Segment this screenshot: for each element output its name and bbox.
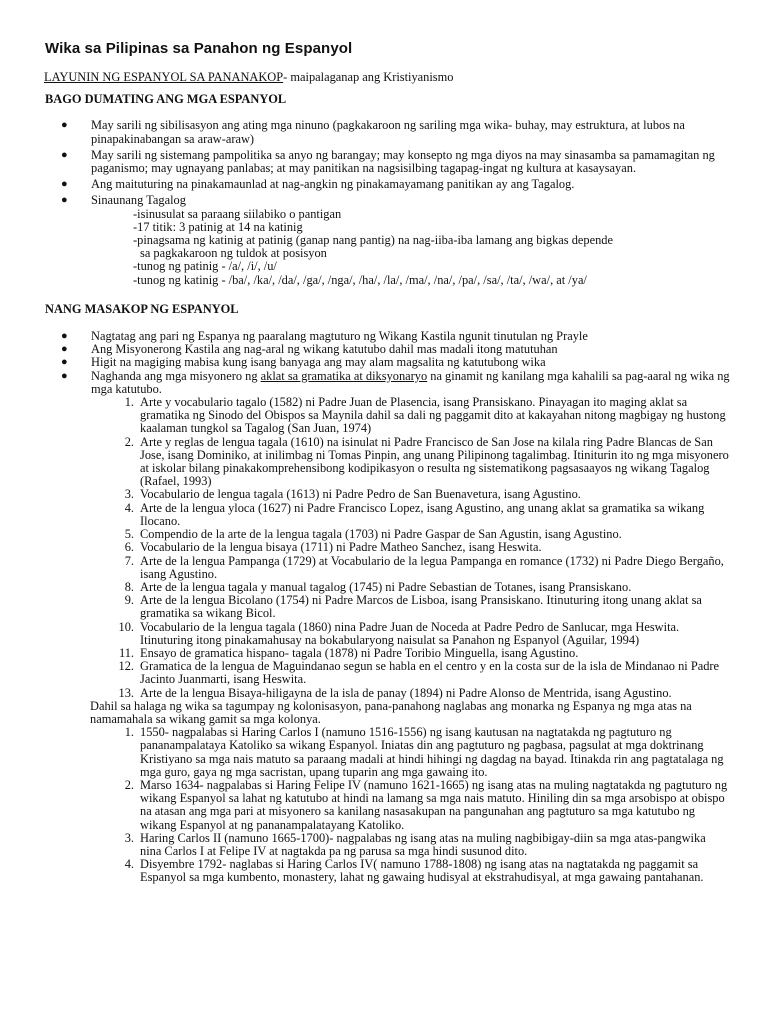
list-item xyxy=(40,621,730,647)
list-item: ● Higit na magiging mabisa kung isang banyaga ang may alam magsalita ng katutubong wika xyxy=(61,355,546,370)
document-page xyxy=(40,40,730,885)
decrees-list xyxy=(40,726,730,884)
list-item xyxy=(40,396,730,436)
bullet-icon: ● xyxy=(61,119,68,132)
bullet-icon: ● xyxy=(61,343,68,356)
bullet-icon: ● xyxy=(61,178,68,191)
item-number: 6. xyxy=(124,540,134,555)
item-number: 10. xyxy=(118,619,134,634)
item-number: 5. xyxy=(124,527,134,542)
item-text: Arte de la lengua tagala y manual tagalog (1745) ni Padre Sebastian de Totanes, isang Pransiskano. xyxy=(140,579,632,594)
sub-line: -pinagsama ng katinig at patinig (ganap nang pantig) na nag-iiba-iba lamang ang bigkas depende xyxy=(133,233,613,248)
item-number: 3. xyxy=(124,830,134,845)
item-text: Arte de la lengua Bicolano (1754) ni Padre Marcos de Lisboa, isang Pransiskano. Itinuturing itong unang aklat sa gramatika sa wikang Bicol. xyxy=(140,593,702,621)
item-number: 3. xyxy=(124,487,134,502)
bullet-icon: ● xyxy=(61,194,68,207)
bullet-icon: ● xyxy=(61,330,68,343)
item-text: Arte de la lengua yloca (1627) ni Padre Francisco Lopez, isang Agustino, ang unang aklat sa gramatika sa wikang Ilocano. xyxy=(140,500,705,528)
list-item xyxy=(40,726,730,779)
list-item xyxy=(40,779,730,832)
item-number: 13. xyxy=(118,685,134,700)
layunin-line xyxy=(44,71,730,84)
list-item xyxy=(40,436,730,489)
list-item xyxy=(40,858,730,884)
item-number: 4. xyxy=(124,500,134,515)
section2-bullet-list xyxy=(40,330,730,396)
item-text: Gramatica de la lengua de Maguindanao segun se habla en el centro y en la costa sur de la isla de Mindanao ni Padre Jacinto Juanmarti, isang Heswita. xyxy=(140,659,720,687)
item-number: 12. xyxy=(118,659,134,674)
list-item: ● Sinaunang Tagalog xyxy=(61,193,186,208)
item-number: 2. xyxy=(124,777,134,792)
item-number: 11. xyxy=(118,645,134,660)
item-text: 1550- nagpalabas si Haring Carlos I (namuno 1516-1556) ng isang kautusan na nagtatakda ng pagtuturo ng pananampalataya Katoliko sa wikang Espanyol. Iniatas din ang pagtuturo ng pagbasa, pagsulat at mga doktrinang Kristiyano sa mga nais matuto sa paraang madali at hindi hihingi ng dagdag na bayad. Itinakda rin ang pagtatalaga ng mga guro, gaya ng mga sacristan, upang tuparin ang mga gawaing ito. xyxy=(140,725,724,779)
books-list xyxy=(40,396,730,700)
list-item xyxy=(40,555,730,581)
item-text: Marso 1634- nagpalabas si Haring Felipe IV (namuno 1621-1665) ng isang atas na muling nagtatakda ng pagtuturo ng wikang Espanyol sa lahat ng katutubo at hindi na lamang sa mga nais matuto. Hiniling din sa mga arsobispo at obispo na atasan ang mga pari at misyonero sa kanilang nasasakupan na pangunahan ang pagtuturo sa mga katutubo ng wikang Espanyol at ng pananampalatayang Katoliko. xyxy=(140,777,728,832)
list-item xyxy=(40,832,730,858)
item-text: Compendio de la arte de la lengua tagala (1703) ni Padre Gaspar de San Agustin, isang Agustino. xyxy=(140,527,622,542)
list-item xyxy=(40,594,730,620)
item-number: 8. xyxy=(124,579,134,594)
section1-heading: BAGO DUMATING ANG MGA ESPANYOL xyxy=(45,92,287,107)
section1-bullet-list xyxy=(40,119,730,207)
layunin-label: LAYUNIN NG ESPANYOL SA PANANAKOP xyxy=(44,70,284,84)
underlined-phrase: aklat sa gramatika at diksyonaryo xyxy=(260,368,428,383)
list-item xyxy=(40,687,730,700)
item-number: 1. xyxy=(124,395,134,410)
item-text: Arte de la lengua Pampanga (1729) at Vocabulario de la legua Pampanga en romance (1732) ni Padre Diego Bergaño, isang Agustino. xyxy=(140,553,724,581)
item-text: Ensayo de gramatica hispano- tagala (1878) ni Padre Toribio Minguella, isang Agustino. xyxy=(140,645,579,660)
page-title: Wika sa Pilipinas sa Panahon ng Espanyol xyxy=(45,40,353,57)
item-number: 1. xyxy=(124,725,134,740)
list-item: ● Ang maituturing na pinakamaunlad at nag-angkin ng pinakamayamang panitikan ay ang Tagalog. xyxy=(61,177,575,192)
item-number: 7. xyxy=(124,553,134,568)
item-text: Arte y vocabulario tagalo (1582) ni Padre Juan de Plasencia, isang Pransiskano. Pinayagan ito maging aklat sa gramatika ng Sinodo del Obispos sa Maynila dahil sa dali ng paggamit dito at kakayahan nitong magbigay ng hustong kaalaman tungkol sa Tagalog (San Juan, 1974) xyxy=(140,395,726,436)
item-text: Arte y reglas de lengua tagala (1610) na isinulat ni Padre Francisco de San Jose na kilala ring Padre Blancas de San Jose, isang Dominiko, at inilimbag ni Tomas Pinpin, ang unang Pilipinong tagalimbag. Itiniturin ito ng mga misyonero at iskolar bilang pinakakomprehensibong kodipikasyon o resulta ng sistematikong pagsasaayos ng wikang Tagalog (Rafael, 1993) xyxy=(140,434,729,489)
list-item: ● Naghanda ang mga misyonero ng aklat sa gramatika at diksyonaryo na ginamit ng kanilang mga kahalili sa pag-aaral ng wika ng mga katutubo. xyxy=(61,368,730,396)
bullet-icon: ● xyxy=(61,356,68,369)
bullet-icon: ● xyxy=(61,148,68,161)
item-text: Arte de la lengua Bisaya-hiligayna de la isla de panay (1894) ni Padre Alonso de Mentrida, isang Agustino. xyxy=(140,685,672,700)
sub-line: -17 titik: 3 patinig at 14 na katinig xyxy=(133,219,303,234)
sub-line: -tunog ng patinig - /a/, /i/, /u/ xyxy=(133,259,277,274)
item-text: Vocabulario de la lengua tagala (1860) nina Padre Juan de Noceda at Padre Pedro de Sanlucar, mga Heswita. Itinuturing itong pinakamahusay na bokabularyong naisulat sa Panahon ng Espanyol (Aguilar, 1994) xyxy=(140,619,680,647)
list-item: ● Nagtatag ang pari ng Espanya ng paaralang magtuturo ng Wikang Kastila ngunit tinutulan ng Prayle xyxy=(61,329,588,344)
list-item: ● May sarili ng sibilisasyon ang ating mga ninuno (pagkakaroon ng sariling mga wika- buhay, may estruktura, at lubos na pinapakinabangan sa araw-araw) xyxy=(61,118,685,146)
item-text: Disyembre 1792- naglabas si Haring Carlos IV( namuno 1788-1808) ng isang atas na nagtatakda ng paggamit sa Espanyol sa mga kumbento, monastery, lahat ng gawaing hudisyal at ekstrahudisyal, at mga gawaing pantahanan. xyxy=(140,857,704,885)
item-number: 9. xyxy=(124,593,134,608)
item-number: 4. xyxy=(124,857,134,872)
list-item: ● May sarili ng sistemang pampolitika sa anyo ng barangay; may konsepto ng mga diyos na may sinasamba sa pamamagitan ng paganismo; may ugnayang panlabas; at may panitikan na nagsisilbing tagapag-ingat ng kultura at kasaysayan. xyxy=(61,147,715,176)
item-number: 2. xyxy=(124,434,134,449)
list-item xyxy=(40,502,730,528)
paragraph: Dahil sa halaga ng wika sa tagumpay ng kolonisasyon, pana-panahong naglabas ang monarka ng Espanya ng mga atas na namamahala sa wikang gamit sa mga kolonya. xyxy=(90,698,692,726)
item-text: Haring Carlos II (namuno 1665-1700)- nagpalabas ng isang atas na muling nagbibigay-diin sa mga atas-pangwika nina Carlos I at Felipe IV at nagtakda pa ng parusa sa mga hindi susunod dito. xyxy=(140,830,706,858)
item-text: Vocabulario de lengua tagala (1613) ni Padre Pedro de San Buenavetura, isang Agustino. xyxy=(140,487,581,502)
layunin-text: - maipalaganap ang Kristiyanismo xyxy=(283,70,454,84)
item-text: Vocabulario de la lengua bisaya (1711) ni Padre Matheo Sanchez, isang Heswita. xyxy=(140,540,542,555)
list-item: ● Ang Misyonerong Kastila ang nag-aral ng wikang katutubo dahil mas madali itong matutuhan xyxy=(61,342,558,357)
list-item xyxy=(40,660,730,686)
sub-line: -isinusulat sa paraang siilabiko o pantigan xyxy=(133,206,342,221)
section2-heading: NANG MASAKOP NG ESPANYOL xyxy=(45,301,239,316)
sub-line: -tunog ng katinig - /ba/, /ka/, /da/, /ga/, /nga/, /ha/, /la/, /ma/, /na/, /pa/, /sa/, /ta/, /wa/, at /ya/ xyxy=(133,272,587,287)
sub-line: sa pagkakaroon ng tuldok at posisyon xyxy=(140,246,327,261)
bullet-icon: ● xyxy=(61,369,68,382)
